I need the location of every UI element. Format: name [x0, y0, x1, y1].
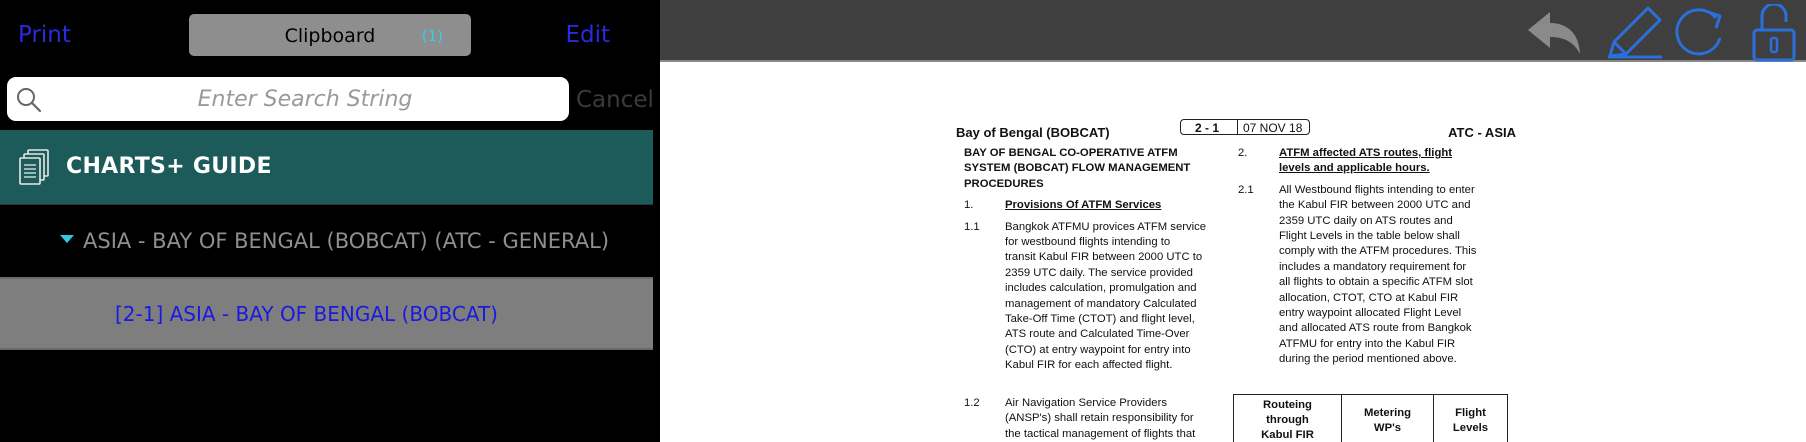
doc-page-box	[1180, 119, 1310, 135]
viewer-toolbar	[660, 0, 1806, 62]
print-button[interactable]: Print	[18, 22, 71, 48]
doc-paragraph-1-1: 1.1 Bangkok ATFMU provices ATFM service for westbound flights intending to transit Kabul FIR between 2000 UTC to 2359 UTC daily. The service provided includes calculation, promulgation and management of mandatory Calculated Take-Off Time (CTOT) and flight level, ATS route and Calculated Time-Over (CTO) at entry waypoint for entry into Kabul FIR for each affected flight.	[964, 220, 1207, 372]
expand-triangle-icon[interactable]	[60, 235, 74, 243]
doc-paragraph-1-2: 1.2 Air Navigation Service Providers (ANSP's) shall retain responsibility for the tactical management of flights that	[964, 396, 1196, 440]
table-header-routeing: Routeing through Kabul FIR	[1234, 395, 1342, 442]
charts-sidebar	[0, 0, 660, 442]
chart-viewer	[660, 0, 1806, 442]
pen-icon[interactable]	[1604, 4, 1664, 60]
doc-section-title: ATC - ASIA	[1448, 125, 1516, 140]
doc-paragraph-2-1: 2.1 All Westbound flights intending to enter the Kabul FIR between 2000 UTC and 2359 UTC daily on ATS routes and Flight Levels in the table below shall comply with the ATFM procedures. This includes a mandatory requirement for all flights to obtain a specific ATFM slot allocation, CTOT, CTO at Kabul FIR entry waypoint allocated Flight Level and allocated ATS route from Bangkok ATFMU for entry into the Kabul FIR during the period mentioned above.	[1238, 183, 1477, 366]
doc-page-number: 2 - 1	[1195, 121, 1220, 135]
atfm-routes-table	[1233, 394, 1508, 442]
chart-list-item-selected[interactable]	[0, 277, 653, 350]
table-header-flight-levels: Flight Levels	[1434, 395, 1508, 442]
clipboard-label: Clipboard	[284, 25, 376, 47]
divider	[0, 204, 653, 205]
refresh-icon[interactable]	[1670, 4, 1730, 60]
doc-left-column	[964, 146, 1219, 442]
doc-right-column	[1238, 146, 1488, 368]
charts-guide-item[interactable]	[0, 130, 653, 204]
chart-group-label: ASIA - BAY OF BENGAL (BOBCAT) (ATC - GENERAL)	[83, 229, 610, 253]
edit-button[interactable]: Edit	[565, 22, 610, 48]
doc-main-heading: BAY OF BENGAL CO-OPERATIVE ATFM SYSTEM (BOBCAT) FLOW MANAGEMENT PROCEDURES	[964, 147, 1191, 190]
doc-paragraph-2: 2. ATFM affected ATS routes, flight levels and applicable hours.	[1238, 147, 1453, 175]
clipboard-button[interactable]	[189, 14, 471, 56]
chart-item-label: [2-1] ASIA - BAY OF BENGAL (BOBCAT)	[115, 302, 498, 326]
search-input[interactable]	[55, 83, 555, 115]
doc-region-title: Bay of Bengal (BOBCAT)	[956, 125, 1110, 140]
clipboard-count-badge: (1)	[421, 27, 443, 45]
documents-stack-icon	[19, 148, 51, 186]
chart-group-item[interactable]	[0, 212, 653, 272]
search-icon	[15, 86, 43, 114]
back-arrow-icon[interactable]	[1524, 8, 1586, 58]
table-header-metering: Metering WP's	[1342, 395, 1434, 442]
chart-page[interactable]	[956, 116, 1516, 442]
charts-guide-label: CHARTS+ GUIDE	[66, 154, 272, 179]
divider	[1237, 120, 1238, 135]
doc-paragraph-1: 1. Provisions Of ATFM Services	[964, 199, 1162, 212]
cancel-button[interactable]: Cancel	[576, 87, 654, 113]
search-box[interactable]	[7, 77, 569, 121]
unlock-icon[interactable]	[1750, 4, 1800, 62]
doc-date: 07 NOV 18	[1243, 121, 1303, 135]
